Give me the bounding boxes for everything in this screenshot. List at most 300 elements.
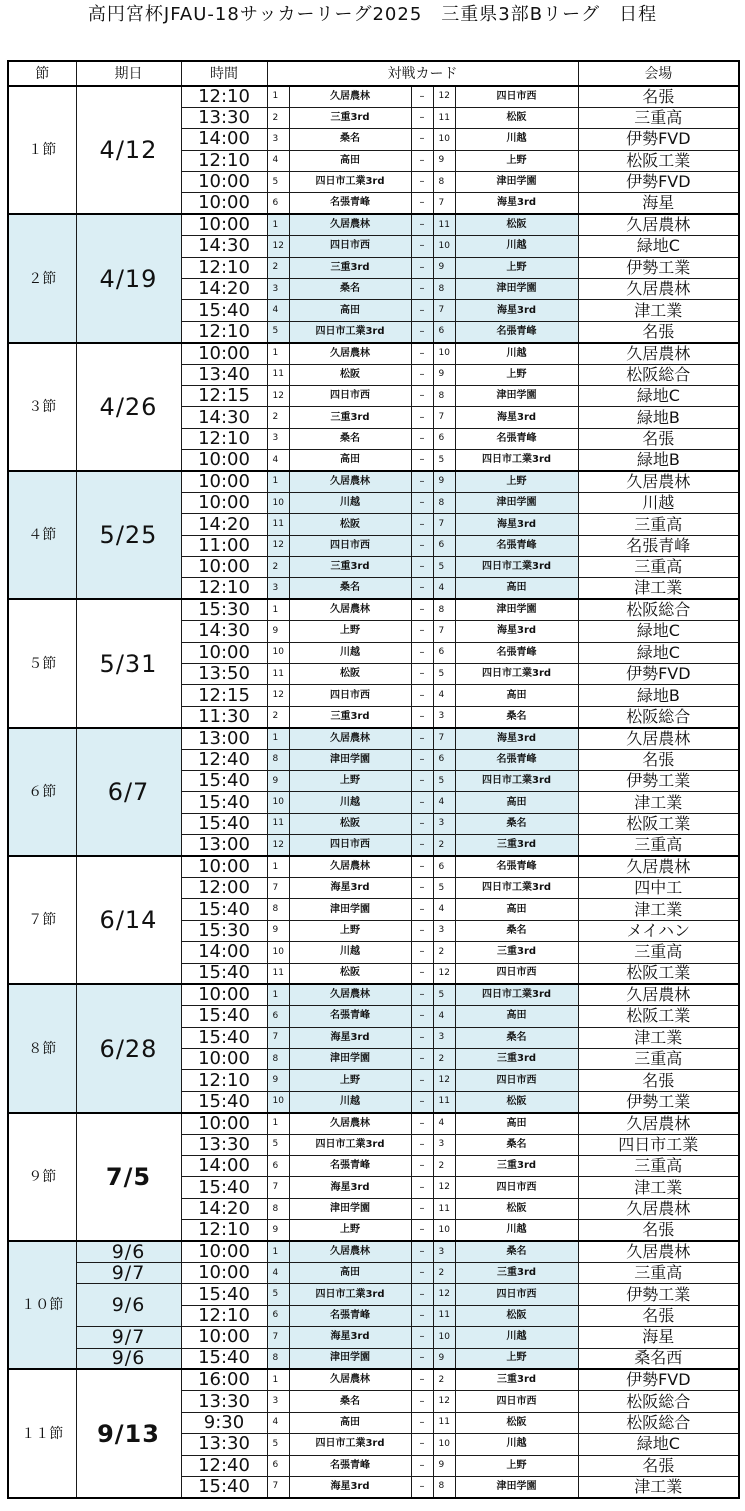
versus-separator: –	[411, 1412, 433, 1433]
away-team-number: 8	[433, 172, 455, 193]
kickoff-time: 15:30	[181, 599, 267, 620]
away-team-name: 三重3rd	[455, 1156, 578, 1177]
match-row	[8, 1327, 739, 1348]
schedule-table	[7, 60, 740, 1499]
versus-separator: –	[411, 364, 433, 385]
away-team-name: 川越	[455, 343, 578, 364]
away-team-name: 松阪	[455, 1412, 578, 1433]
venue-name: 三重高	[578, 1156, 739, 1177]
match-date: 9/6	[76, 1348, 181, 1369]
venue-name: 津工業	[578, 1476, 739, 1497]
home-team-number: 6	[267, 1006, 289, 1027]
away-team-name: 四日市工業3rd	[455, 984, 578, 1005]
home-team-number: 2	[267, 706, 289, 727]
away-team-name: 三重3rd	[455, 1049, 578, 1070]
venue-name: 松阪工業	[578, 963, 739, 984]
venue-name: 松阪総合	[578, 1391, 739, 1412]
versus-separator: –	[411, 1049, 433, 1070]
venue-name: 名張	[578, 749, 739, 770]
home-team-name: 久居農林	[289, 471, 411, 492]
home-team-name: 松阪	[289, 963, 411, 984]
home-team-number: 3	[267, 129, 289, 150]
home-team-name: 四日市工業3rd	[289, 1284, 411, 1305]
away-team-number: 12	[433, 1284, 455, 1305]
home-team-number: 1	[267, 1369, 289, 1390]
versus-separator: –	[411, 150, 433, 171]
home-team-name: 三重3rd	[289, 557, 411, 578]
home-team-name: 高田	[289, 150, 411, 171]
versus-separator: –	[411, 407, 433, 428]
home-team-name: 高田	[289, 1262, 411, 1283]
away-team-name: 松阪	[455, 214, 578, 235]
venue-name: 名張	[578, 321, 739, 342]
versus-separator: –	[411, 1305, 433, 1326]
kickoff-time: 10:00	[181, 1327, 267, 1348]
home-team-number: 5	[267, 1434, 289, 1455]
away-team-number: 9	[433, 1455, 455, 1476]
away-team-number: 8	[433, 385, 455, 406]
home-team-number: 3	[267, 428, 289, 449]
away-team-number: 5	[433, 664, 455, 685]
versus-separator: –	[411, 1476, 433, 1497]
away-team-name: 川越	[455, 236, 578, 257]
home-team-number: 7	[267, 877, 289, 898]
venue-name: 伊勢FVD	[578, 129, 739, 150]
round-label: １１節	[8, 1369, 76, 1497]
home-team-number: 12	[267, 835, 289, 856]
venue-name: 海星	[578, 1327, 739, 1348]
away-team-number: 10	[433, 129, 455, 150]
venue-name: 久居農林	[578, 1113, 739, 1134]
versus-separator: –	[411, 1391, 433, 1412]
versus-separator: –	[411, 1091, 433, 1112]
home-team-name: 名張青峰	[289, 193, 411, 214]
home-team-number: 2	[267, 557, 289, 578]
home-team-name: 久居農林	[289, 343, 411, 364]
home-team-number: 4	[267, 1262, 289, 1283]
away-team-name: 高田	[455, 578, 578, 599]
home-team-name: 海星3rd	[289, 1177, 411, 1198]
kickoff-time: 11:00	[181, 535, 267, 556]
kickoff-time: 10:00	[181, 557, 267, 578]
home-team-name: 久居農林	[289, 728, 411, 749]
match-row	[8, 1348, 739, 1369]
versus-separator: –	[411, 728, 433, 749]
home-team-name: 川越	[289, 492, 411, 513]
venue-name: 伊勢FVD	[578, 172, 739, 193]
kickoff-time: 10:00	[181, 1262, 267, 1283]
home-team-number: 11	[267, 364, 289, 385]
away-team-name: 海星3rd	[455, 193, 578, 214]
home-team-name: 松阪	[289, 664, 411, 685]
venue-name: 久居農林	[578, 1241, 739, 1262]
away-team-number: 5	[433, 771, 455, 792]
kickoff-time: 15:40	[181, 813, 267, 834]
home-team-name: 津田学園	[289, 1348, 411, 1369]
venue-name: 緑地B	[578, 450, 739, 471]
home-team-number: 3	[267, 578, 289, 599]
kickoff-time: 15:40	[181, 1091, 267, 1112]
round-label: ７節	[8, 856, 76, 984]
venue-name: 松阪工業	[578, 813, 739, 834]
away-team-name: 四日市西	[455, 963, 578, 984]
home-team-number: 1	[267, 471, 289, 492]
away-team-name: 川越	[455, 129, 578, 150]
venue-name: 津工業	[578, 1177, 739, 1198]
home-team-number: 6	[267, 1305, 289, 1326]
match-row	[8, 1369, 739, 1390]
away-team-name: 津田学園	[455, 385, 578, 406]
away-team-name: 四日市西	[455, 1070, 578, 1091]
home-team-name: 名張青峰	[289, 1455, 411, 1476]
home-team-number: 9	[267, 771, 289, 792]
home-team-number: 10	[267, 942, 289, 963]
home-team-name: 松阪	[289, 364, 411, 385]
away-team-number: 5	[433, 877, 455, 898]
home-team-number: 4	[267, 450, 289, 471]
home-team-name: 三重3rd	[289, 257, 411, 278]
home-team-name: 桑名	[289, 129, 411, 150]
page-title: 高円宮杯JFAU-18サッカーリーグ2025 三重県3部Bリーグ 日程	[87, 4, 658, 25]
versus-separator: –	[411, 1220, 433, 1241]
home-team-number: 1	[267, 343, 289, 364]
kickoff-time: 13:30	[181, 1391, 267, 1412]
versus-separator: –	[411, 749, 433, 770]
venue-name: 名張	[578, 1455, 739, 1476]
kickoff-time: 15:40	[181, 1177, 267, 1198]
home-team-number: 2	[267, 107, 289, 128]
away-team-name: 桑名	[455, 1027, 578, 1048]
kickoff-time: 13:00	[181, 835, 267, 856]
home-team-number: 12	[267, 385, 289, 406]
match-date: 6/28	[76, 984, 181, 1112]
versus-separator: –	[411, 557, 433, 578]
kickoff-time: 12:40	[181, 1455, 267, 1476]
home-team-number: 1	[267, 1113, 289, 1134]
venue-name: 伊勢工業	[578, 1091, 739, 1112]
home-team-name: 海星3rd	[289, 1027, 411, 1048]
kickoff-time: 12:10	[181, 1070, 267, 1091]
match-date: 9/6	[76, 1241, 181, 1262]
kickoff-time: 10:00	[181, 343, 267, 364]
home-team-number: 5	[267, 1134, 289, 1155]
kickoff-time: 10:00	[181, 984, 267, 1005]
away-team-number: 8	[433, 492, 455, 513]
kickoff-time: 12:10	[181, 428, 267, 449]
away-team-number: 11	[433, 214, 455, 235]
home-team-number: 11	[267, 963, 289, 984]
home-team-name: 三重3rd	[289, 706, 411, 727]
versus-separator: –	[411, 942, 433, 963]
venue-name: 三重高	[578, 942, 739, 963]
match-row	[8, 343, 739, 364]
home-team-name: 海星3rd	[289, 1476, 411, 1497]
away-team-number: 6	[433, 428, 455, 449]
match-row	[8, 856, 739, 877]
kickoff-time: 10:00	[181, 856, 267, 877]
away-team-number: 9	[433, 364, 455, 385]
kickoff-time: 15:40	[181, 1348, 267, 1369]
versus-separator: –	[411, 1241, 433, 1262]
round-label: ９節	[8, 1113, 76, 1241]
venue-name: 津工業	[578, 578, 739, 599]
match-row	[8, 1113, 739, 1134]
away-team-number: 11	[433, 1412, 455, 1433]
away-team-number: 3	[433, 1241, 455, 1262]
home-team-number: 7	[267, 1177, 289, 1198]
home-team-name: 四日市西	[289, 385, 411, 406]
venue-name: 名張	[578, 428, 739, 449]
home-team-name: 松阪	[289, 514, 411, 535]
home-team-name: 川越	[289, 642, 411, 663]
home-team-number: 12	[267, 236, 289, 257]
away-team-name: 高田	[455, 899, 578, 920]
kickoff-time: 9:30	[181, 1412, 267, 1433]
kickoff-time: 10:00	[181, 492, 267, 513]
versus-separator: –	[411, 514, 433, 535]
kickoff-time: 10:00	[181, 642, 267, 663]
away-team-name: 津田学園	[455, 492, 578, 513]
kickoff-time: 12:10	[181, 150, 267, 171]
kickoff-time: 16:00	[181, 1369, 267, 1390]
home-team-name: 上野	[289, 621, 411, 642]
versus-separator: –	[411, 86, 433, 107]
kickoff-time: 12:15	[181, 685, 267, 706]
away-team-name: 桑名	[455, 1134, 578, 1155]
away-team-number: 8	[433, 279, 455, 300]
versus-separator: –	[411, 1198, 433, 1219]
away-team-number: 4	[433, 899, 455, 920]
home-team-number: 5	[267, 321, 289, 342]
away-team-number: 8	[433, 599, 455, 620]
home-team-name: 四日市工業3rd	[289, 321, 411, 342]
match-date: 9/6	[76, 1284, 181, 1327]
kickoff-time: 12:10	[181, 578, 267, 599]
away-team-name: 高田	[455, 792, 578, 813]
versus-separator: –	[411, 236, 433, 257]
home-team-number: 5	[267, 172, 289, 193]
away-team-number: 10	[433, 236, 455, 257]
schedule-header	[8, 61, 739, 86]
match-row	[8, 728, 739, 749]
home-team-name: 川越	[289, 1091, 411, 1112]
home-team-name: 四日市西	[289, 685, 411, 706]
away-team-number: 9	[433, 150, 455, 171]
away-team-name: 三重3rd	[455, 1369, 578, 1390]
away-team-name: 四日市工業3rd	[455, 557, 578, 578]
kickoff-time: 15:40	[181, 899, 267, 920]
venue-name: 伊勢工業	[578, 1284, 739, 1305]
away-team-number: 11	[433, 1198, 455, 1219]
venue-name: 名張	[578, 1220, 739, 1241]
match-date: 9/7	[76, 1327, 181, 1348]
away-team-number: 4	[433, 792, 455, 813]
header-row	[8, 61, 739, 86]
kickoff-time: 15:40	[181, 771, 267, 792]
match-date: 6/14	[76, 856, 181, 984]
home-team-name: 名張青峰	[289, 1305, 411, 1326]
match-date: 4/26	[76, 343, 181, 471]
away-team-name: 海星3rd	[455, 514, 578, 535]
match-row	[8, 1284, 739, 1305]
kickoff-time: 15:40	[181, 1476, 267, 1497]
home-team-number: 8	[267, 1049, 289, 1070]
away-team-number: 4	[433, 578, 455, 599]
header-round: 節	[8, 61, 76, 86]
away-team-name: 桑名	[455, 920, 578, 941]
away-team-name: 高田	[455, 1006, 578, 1027]
away-team-name: 名張青峰	[455, 856, 578, 877]
away-team-number: 4	[433, 1006, 455, 1027]
home-team-number: 1	[267, 599, 289, 620]
away-team-name: 三重3rd	[455, 942, 578, 963]
versus-separator: –	[411, 1027, 433, 1048]
kickoff-time: 15:40	[181, 792, 267, 813]
home-team-name: 三重3rd	[289, 107, 411, 128]
versus-separator: –	[411, 450, 433, 471]
kickoff-time: 15:40	[181, 1284, 267, 1305]
home-team-name: 上野	[289, 771, 411, 792]
kickoff-time: 13:00	[181, 728, 267, 749]
away-team-number: 12	[433, 1070, 455, 1091]
venue-name: 名張	[578, 1070, 739, 1091]
match-row	[8, 984, 739, 1005]
venue-name: 四日市工業	[578, 1134, 739, 1155]
kickoff-time: 12:15	[181, 385, 267, 406]
away-team-name: 四日市西	[455, 1391, 578, 1412]
venue-name: 緑地C	[578, 642, 739, 663]
home-team-number: 11	[267, 813, 289, 834]
home-team-name: 四日市西	[289, 835, 411, 856]
round-label: ５節	[8, 599, 76, 727]
kickoff-time: 12:10	[181, 1305, 267, 1326]
away-team-number: 3	[433, 1134, 455, 1155]
home-team-name: 久居農林	[289, 86, 411, 107]
match-row	[8, 1241, 739, 1262]
away-team-name: 名張青峰	[455, 642, 578, 663]
away-team-number: 3	[433, 813, 455, 834]
home-team-number: 1	[267, 86, 289, 107]
away-team-number: 3	[433, 1027, 455, 1048]
home-team-name: 川越	[289, 792, 411, 813]
round-label: １節	[8, 86, 76, 214]
kickoff-time: 14:00	[181, 129, 267, 150]
home-team-number: 2	[267, 407, 289, 428]
kickoff-time: 10:00	[181, 214, 267, 235]
versus-separator: –	[411, 172, 433, 193]
home-team-number: 9	[267, 621, 289, 642]
away-team-name: 高田	[455, 685, 578, 706]
away-team-number: 5	[433, 557, 455, 578]
away-team-number: 7	[433, 728, 455, 749]
home-team-name: 久居農林	[289, 599, 411, 620]
match-date: 5/31	[76, 599, 181, 727]
away-team-number: 11	[433, 1305, 455, 1326]
match-row	[8, 1262, 739, 1283]
away-team-name: 上野	[455, 257, 578, 278]
match-row	[8, 86, 739, 107]
venue-name: 松阪総合	[578, 706, 739, 727]
kickoff-time: 10:00	[181, 172, 267, 193]
versus-separator: –	[411, 1070, 433, 1091]
kickoff-time: 15:40	[181, 963, 267, 984]
away-team-name: 松阪	[455, 1305, 578, 1326]
header-venue: 会場	[578, 61, 739, 86]
venue-name: 名張	[578, 1305, 739, 1326]
away-team-name: 高田	[455, 1113, 578, 1134]
away-team-number: 12	[433, 86, 455, 107]
versus-separator: –	[411, 664, 433, 685]
versus-separator: –	[411, 279, 433, 300]
venue-name: 久居農林	[578, 856, 739, 877]
versus-separator: –	[411, 385, 433, 406]
home-team-number: 12	[267, 685, 289, 706]
away-team-name: 海星3rd	[455, 728, 578, 749]
away-team-number: 10	[433, 343, 455, 364]
versus-separator: –	[411, 343, 433, 364]
versus-separator: –	[411, 984, 433, 1005]
home-team-name: 久居農林	[289, 1241, 411, 1262]
kickoff-time: 10:00	[181, 471, 267, 492]
away-team-name: 川越	[455, 1327, 578, 1348]
home-team-number: 3	[267, 279, 289, 300]
kickoff-time: 15:40	[181, 1006, 267, 1027]
versus-separator: –	[411, 1262, 433, 1283]
away-team-name: 名張青峰	[455, 321, 578, 342]
kickoff-time: 13:30	[181, 107, 267, 128]
venue-name: 三重高	[578, 514, 739, 535]
versus-separator: –	[411, 129, 433, 150]
home-team-name: 海星3rd	[289, 1327, 411, 1348]
kickoff-time: 14:20	[181, 1198, 267, 1219]
versus-separator: –	[411, 706, 433, 727]
venue-name: 三重高	[578, 1049, 739, 1070]
home-team-number: 7	[267, 1027, 289, 1048]
venue-name: 緑地B	[578, 685, 739, 706]
versus-separator: –	[411, 1284, 433, 1305]
away-team-number: 5	[433, 984, 455, 1005]
home-team-name: 津田学園	[289, 1198, 411, 1219]
home-team-number: 9	[267, 1070, 289, 1091]
round-label: ４節	[8, 471, 76, 599]
home-team-number: 4	[267, 150, 289, 171]
away-team-number: 8	[433, 1476, 455, 1497]
versus-separator: –	[411, 193, 433, 214]
kickoff-time: 13:50	[181, 664, 267, 685]
away-team-number: 5	[433, 450, 455, 471]
kickoff-time: 10:00	[181, 1113, 267, 1134]
kickoff-time: 12:40	[181, 749, 267, 770]
kickoff-time: 11:30	[181, 706, 267, 727]
away-team-name: 上野	[455, 1348, 578, 1369]
away-team-number: 10	[433, 1434, 455, 1455]
home-team-number: 9	[267, 920, 289, 941]
home-team-number: 3	[267, 1391, 289, 1412]
away-team-name: 津田学園	[455, 1476, 578, 1497]
away-team-number: 10	[433, 1327, 455, 1348]
venue-name: 津工業	[578, 1027, 739, 1048]
venue-name: 名張	[578, 86, 739, 107]
versus-separator: –	[411, 1156, 433, 1177]
kickoff-time: 13:30	[181, 1134, 267, 1155]
venue-name: 津工業	[578, 792, 739, 813]
versus-separator: –	[411, 578, 433, 599]
versus-separator: –	[411, 920, 433, 941]
home-team-number: 10	[267, 1091, 289, 1112]
home-team-name: 久居農林	[289, 1113, 411, 1134]
away-team-number: 2	[433, 835, 455, 856]
venue-name: 伊勢FVD	[578, 664, 739, 685]
